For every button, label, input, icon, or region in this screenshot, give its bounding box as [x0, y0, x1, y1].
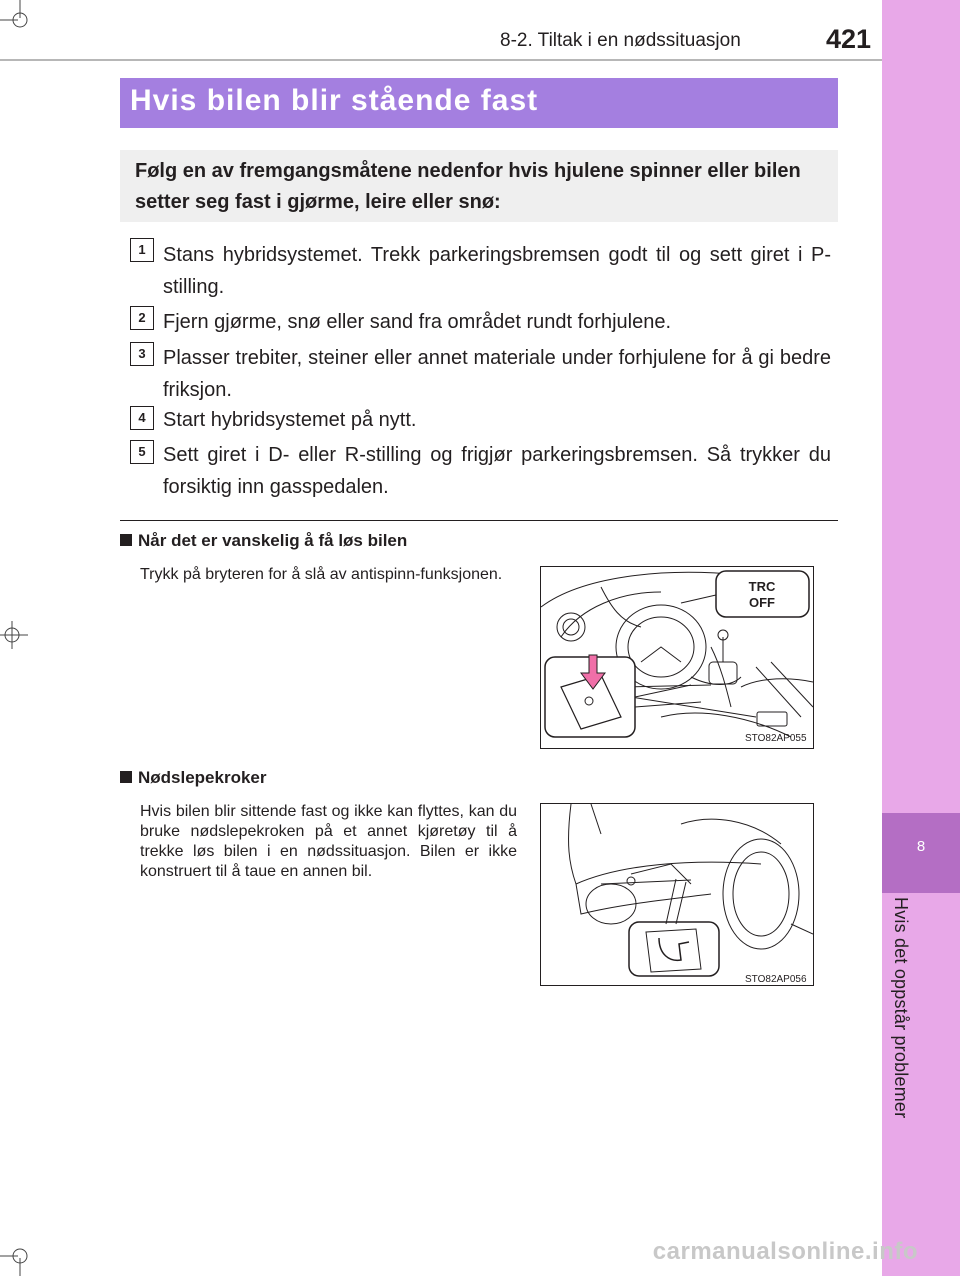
step-text: Sett giret i D- eller R-stilling og frigjør parkeringsbremsen. Så trykker du forsiktig inn gasspedalen.: [163, 444, 831, 498]
step-text: Plasser trebiter, steiner eller annet materiale under forhjulene for å gi bedre friksjon.: [163, 347, 831, 401]
step-text: Fjern gjørme, snø eller sand fra området rundt forhjulene.: [163, 311, 671, 333]
page-number: 421: [826, 24, 872, 54]
step-number-badge: 4: [130, 406, 154, 430]
svg-text:OFF: OFF: [749, 595, 775, 610]
chapter-title: Hvis det oppstår problemer: [891, 897, 911, 1119]
sub-heading-text: Når det er vanskelig å få løs bilen: [138, 531, 408, 550]
chapter-number: 8: [916, 838, 926, 855]
sub-heading: [120, 531, 407, 551]
intro-box: [120, 150, 838, 222]
figure-code: STO82AP056: [745, 974, 807, 985]
header-divider: [0, 59, 882, 61]
square-bullet-icon: [120, 771, 132, 783]
step-number-badge: 5: [130, 440, 154, 464]
body-text: Hvis bilen blir sittende fast og ikke kan flyttes, kan du bruke nødslepekroken på et annet kjøretøy til å trekke løs bilen i en nødssituasjon. Bilen er ikke konstruert til å taue en annen bil.: [140, 803, 517, 880]
page-title: Hvis bilen blir stående fast: [130, 84, 539, 117]
chapter-title-container: [882, 893, 960, 1193]
section-divider: [120, 520, 838, 521]
sub-heading: [120, 768, 267, 788]
step-text: Start hybridsystemet på nytt.: [163, 409, 417, 431]
crop-mark-middle-left: [0, 615, 30, 655]
body-text: Trykk på bryteren for å slå av antispinn-funksjonen.: [140, 566, 503, 583]
title-banner: [120, 78, 838, 128]
watermark-text: carmanualsonline.info: [652, 1238, 918, 1265]
svg-text:TRC: TRC: [748, 579, 776, 594]
crop-mark-bottom-left: [0, 1216, 60, 1276]
step-number-badge: 2: [130, 306, 154, 330]
step-text: Stans hybridsystemet. Trekk parkeringsbremsen godt til og sett giret i P-stilling.: [163, 244, 831, 298]
intro-text: Følg en av fremgangsmåtene nedenfor hvis hjulene spinner eller bilen setter seg fast i gjørme, leire eller snø:: [135, 160, 801, 213]
section-label: 8-2. Tiltak i en nødssituasjon: [500, 30, 741, 51]
figure-code: STO82AP055: [745, 733, 807, 744]
tow-hook-illustration: [540, 803, 814, 986]
crop-mark-top-left: [0, 0, 60, 60]
sub-heading-text: Nødslepekroker: [138, 768, 267, 787]
square-bullet-icon: [120, 534, 132, 546]
step-number-badge: 1: [130, 238, 154, 262]
trc-off-switch-illustration: [540, 566, 814, 749]
step-number-badge: 3: [130, 342, 154, 366]
